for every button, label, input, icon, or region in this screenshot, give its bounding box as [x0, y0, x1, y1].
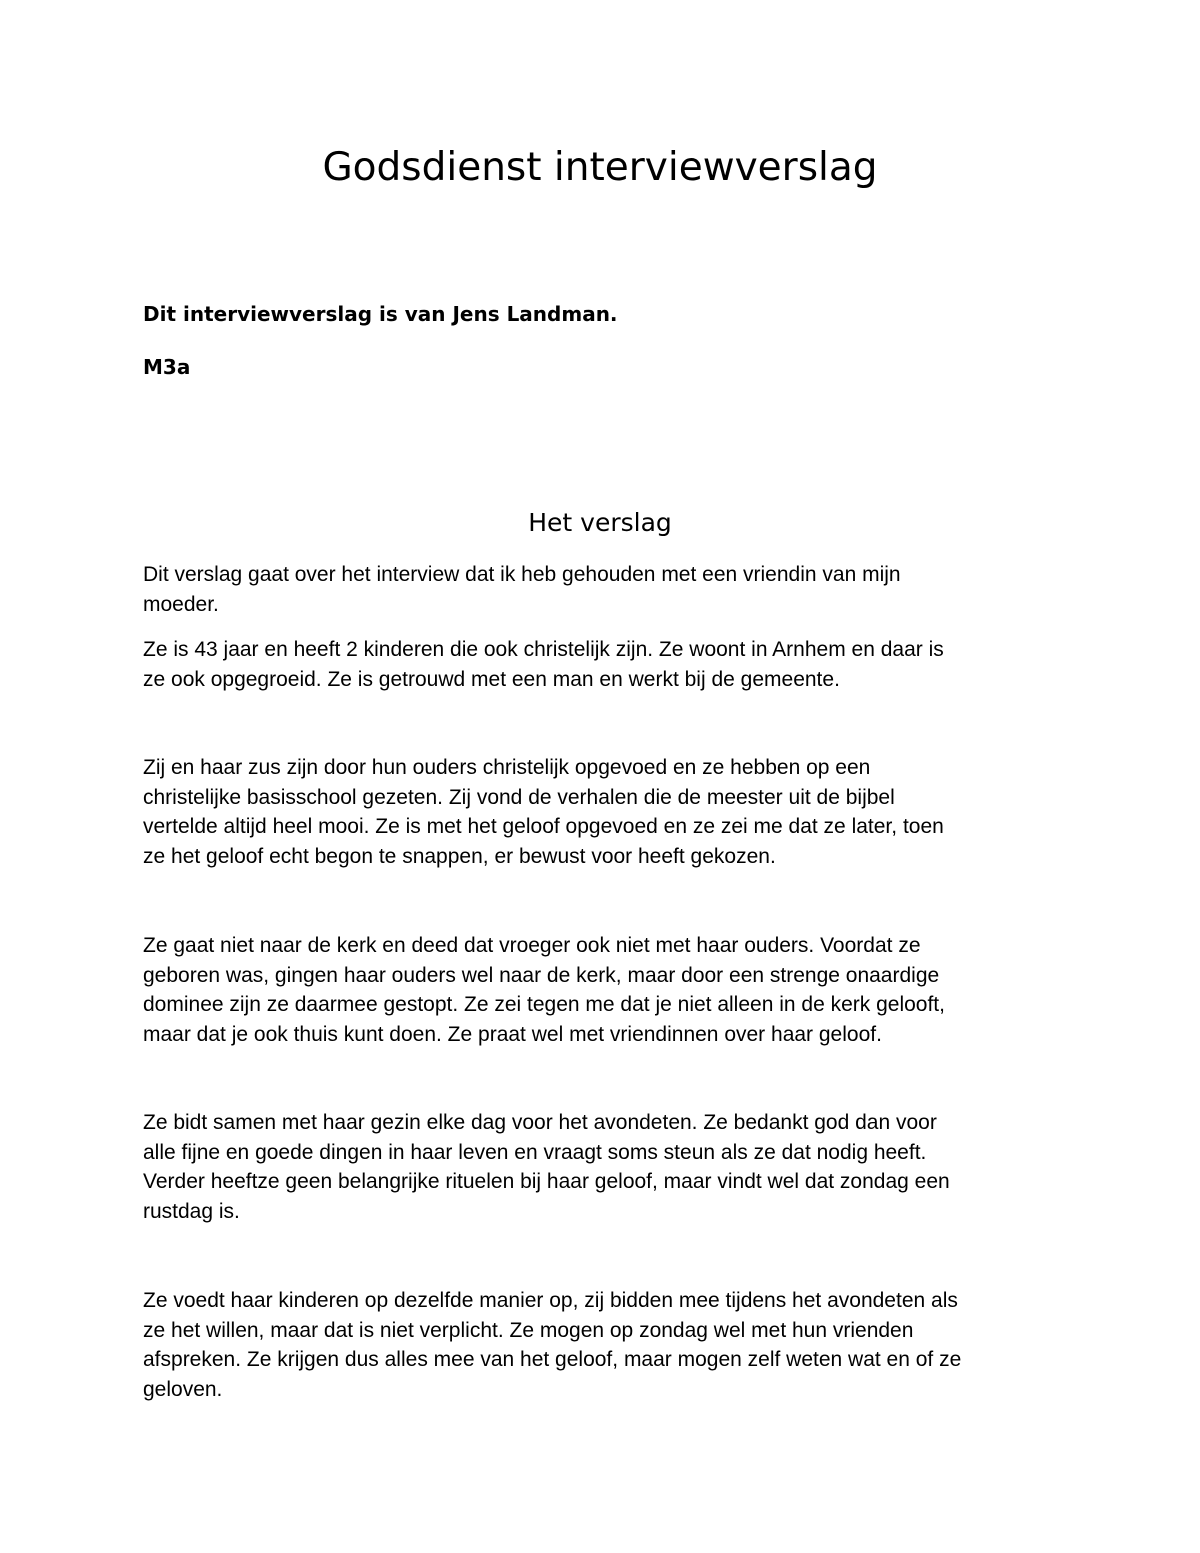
- class-line: M3a: [143, 355, 191, 379]
- paragraph-upbringing: Zij en haar zus zijn door hun ouders christelijk opgevoed en ze hebben op een christelijke basisschool gezeten. Zij vond de verhalen die de meester uit de bijbel vertelde altijd heel mooi. Ze is met het geloof opgevoed en ze zei me dat ze later, toen ze het geloof echt begon te snappen, er bewust voor heeft gekozen.: [143, 756, 944, 868]
- author-line: Dit interviewverslag is van Jens Landman.: [143, 302, 618, 326]
- paragraph-intro: Dit verslag gaat over het interview dat ik heb gehouden met een vriendin van mijn moeder.: [143, 563, 901, 616]
- paragraph-children: Ze voedt haar kinderen op dezelfde manier op, zij bidden mee tijdens het avondeten als ze het willen, maar dat is niet verplicht. Ze mogen op zondag wel met hun vrienden afspreken. Ze krijgen dus alles mee van het geloof, maar mogen zelf weten wat en of ze geloven.: [143, 1289, 962, 1401]
- document-title: Godsdienst interviewverslag: [322, 145, 878, 190]
- section-heading: Het verslag: [528, 508, 672, 537]
- paragraph-church: Ze gaat niet naar de kerk en deed dat vroeger ook niet met haar ouders. Voordat ze geboren was, gingen haar ouders wel naar de kerk, maar door een strenge onaardige dominee zijn ze daarmee gestopt. Ze zei tegen me dat je niet alleen in de kerk gelooft, maar dat je ook thuis kunt doen. Ze praat wel met vriendinnen over haar geloof.: [143, 934, 945, 1046]
- paragraph-prayer: Ze bidt samen met haar gezin elke dag voor het avondeten. Ze bedankt god dan voor alle fijne en goede dingen in haar leven en vraagt soms steun als ze dat nodig heeft. Verder heeftze geen belangrijke rituelen bij haar geloof, maar vindt wel dat zondag een rustdag is.: [143, 1111, 950, 1223]
- paragraph-background: Ze is 43 jaar en heeft 2 kinderen die ook christelijk zijn. Ze woont in Arnhem en daar is ze ook opgegroeid. Ze is getrouwd met een man en werkt bij de gemeente.: [143, 638, 944, 691]
